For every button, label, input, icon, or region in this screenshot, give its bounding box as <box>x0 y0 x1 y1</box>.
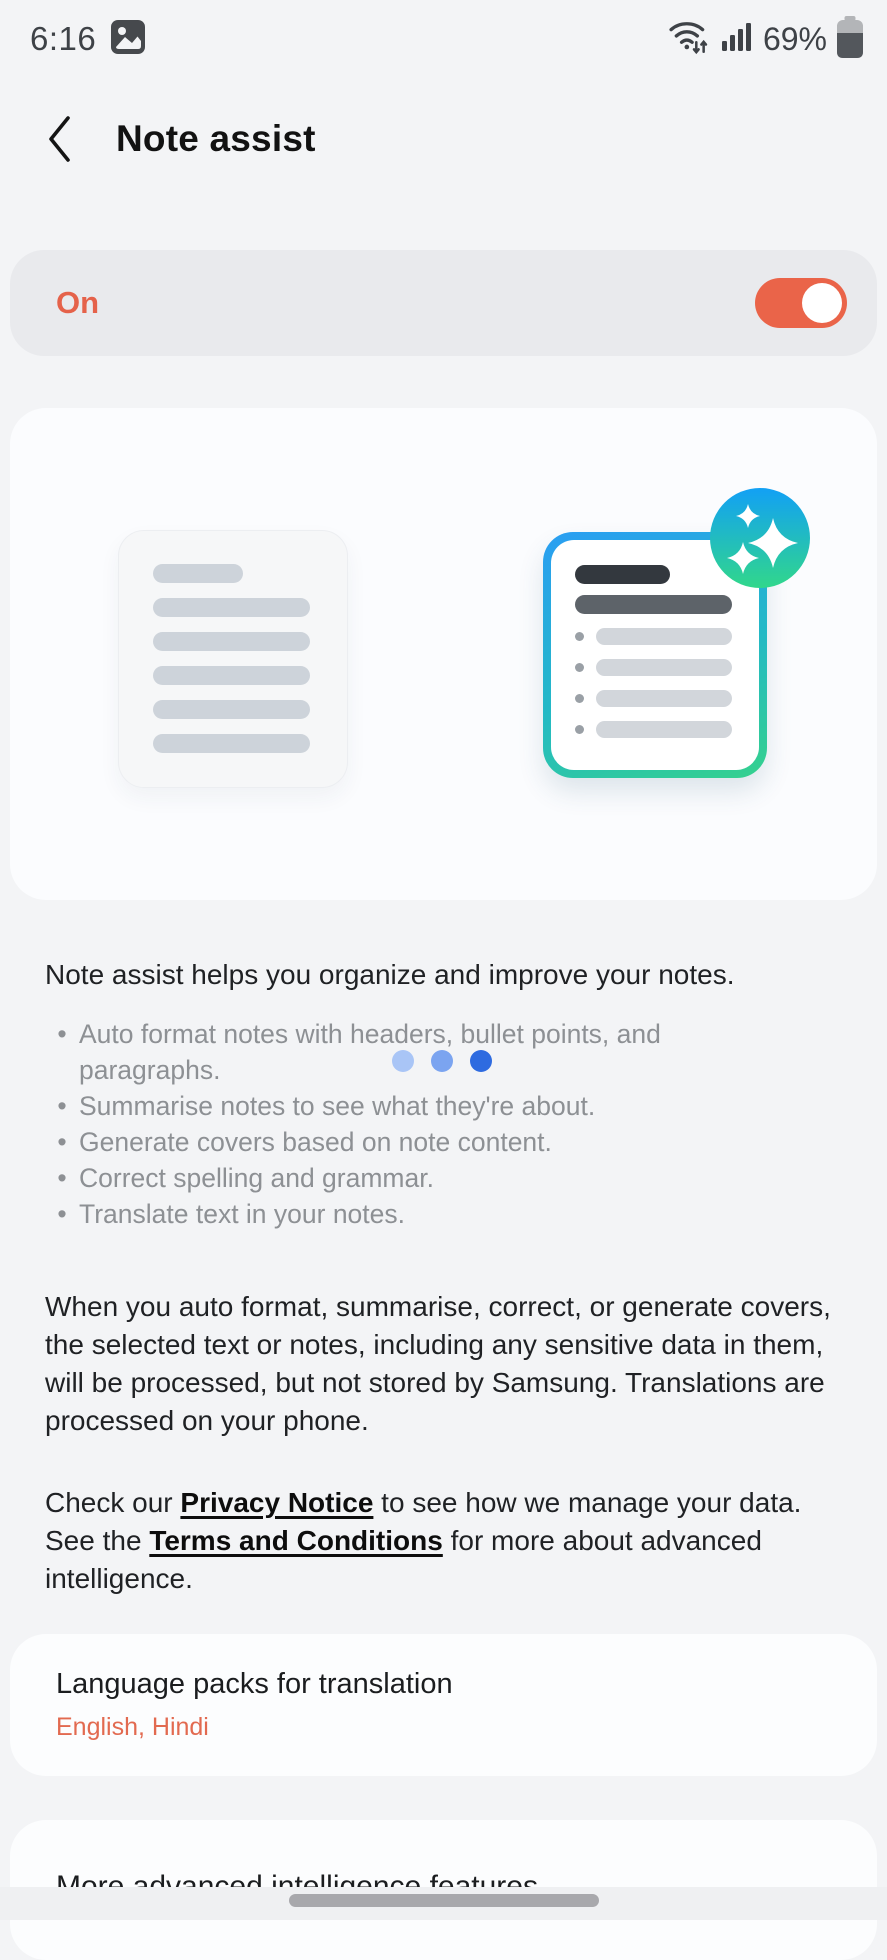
feature-bullet: • Generate covers based on note content. <box>45 1124 842 1160</box>
feature-bullet: • Correct spelling and grammar. <box>45 1160 842 1196</box>
terms-and-conditions-link[interactable]: Terms and Conditions <box>149 1525 443 1556</box>
intro-text: Note assist helps you organize and improve your notes. <box>45 959 735 990</box>
feature-bullet: • Translate text in your notes. <box>45 1196 842 1232</box>
gesture-nav-bar <box>0 1887 887 1920</box>
language-packs-setting[interactable] <box>10 1634 877 1776</box>
note-assist-toggle[interactable] <box>755 278 847 328</box>
battery-icon <box>837 16 863 63</box>
feature-bullet: • Summarise notes to see what they're about. <box>45 1088 842 1124</box>
ai-sparkle-icon <box>710 488 810 588</box>
cellular-signal-icon <box>721 19 753 60</box>
toggle-knob <box>802 283 842 323</box>
privacy-notice-link[interactable]: Privacy Notice <box>180 1487 374 1518</box>
status-bar-right <box>669 16 863 63</box>
status-bar <box>0 0 887 72</box>
plain-note-graphic <box>118 530 348 788</box>
back-button[interactable] <box>44 109 84 169</box>
wifi-icon <box>669 18 711 61</box>
note-assist-illustration <box>10 408 877 900</box>
feature-bullet-list <box>45 1016 842 1232</box>
gesture-nav-handle[interactable] <box>289 1894 599 1907</box>
data-processing-notice: When you auto format, summarise, correct, or generate covers, the selected text or notes, including any sensitive data in them, will be processed, but not stored by Samsung. Translations are processed on your phone. <box>45 1291 831 1436</box>
language-packs-title: Language packs for translation <box>56 1668 453 1700</box>
image-notification-icon <box>110 19 146 60</box>
chevron-left-icon <box>44 113 74 165</box>
page-title: Note assist <box>116 118 316 159</box>
app-header <box>0 98 887 180</box>
clock: 6:16 <box>30 20 97 57</box>
feature-bullet: • Auto format notes with headers, bullet points, and paragraphs. <box>45 1016 842 1088</box>
switch-state-label: On <box>56 285 100 320</box>
master-switch-card[interactable] <box>10 250 877 356</box>
legal-links-paragraph: Check our Privacy Notice to see how we manage your data. See the Terms and Conditions for more about advanced intelligence. <box>45 1487 802 1594</box>
language-packs-value: English, Hindi <box>56 1713 209 1741</box>
battery-percent-label: 69% <box>762 20 827 57</box>
progress-dots <box>392 1050 492 1072</box>
status-bar-left <box>30 19 146 60</box>
